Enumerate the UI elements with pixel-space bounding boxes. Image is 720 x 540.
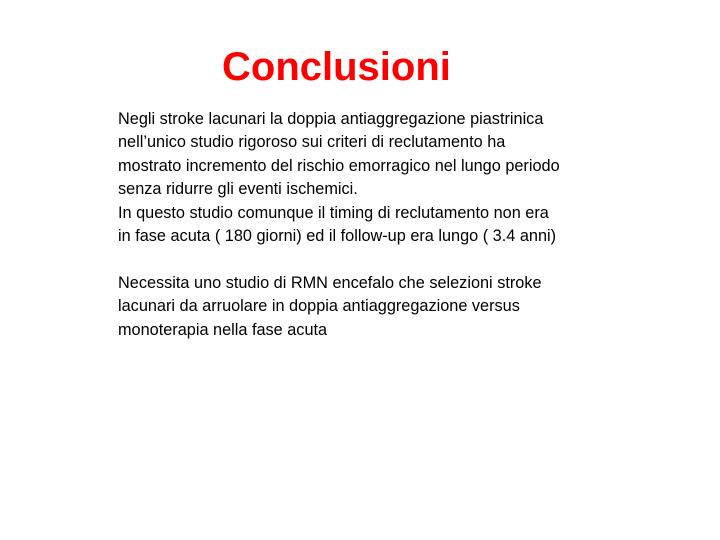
slide-body bbox=[118, 108, 638, 342]
slide-title: Conclusioni bbox=[222, 45, 451, 89]
paragraph-proposal: Necessita uno studio di RMN encefalo che selezioni stroke lacunari da arruolare in doppia antiaggregazione versus monoterapia nella fase acuta bbox=[118, 273, 542, 339]
paragraph-conclusions: Negli stroke lacunari la doppia antiaggregazione piastrinica nell’unico studio rigoroso sui criteri di reclutamento ha mostrato incremento del rischio emorragico nel lungo periodo senza ridurre gli eventi ischemici. In questo studio comunque il timing di reclutamento non era in fase acuta ( 180 giorni) ed il follow-up era lungo ( 3.4 anni) bbox=[118, 110, 560, 246]
